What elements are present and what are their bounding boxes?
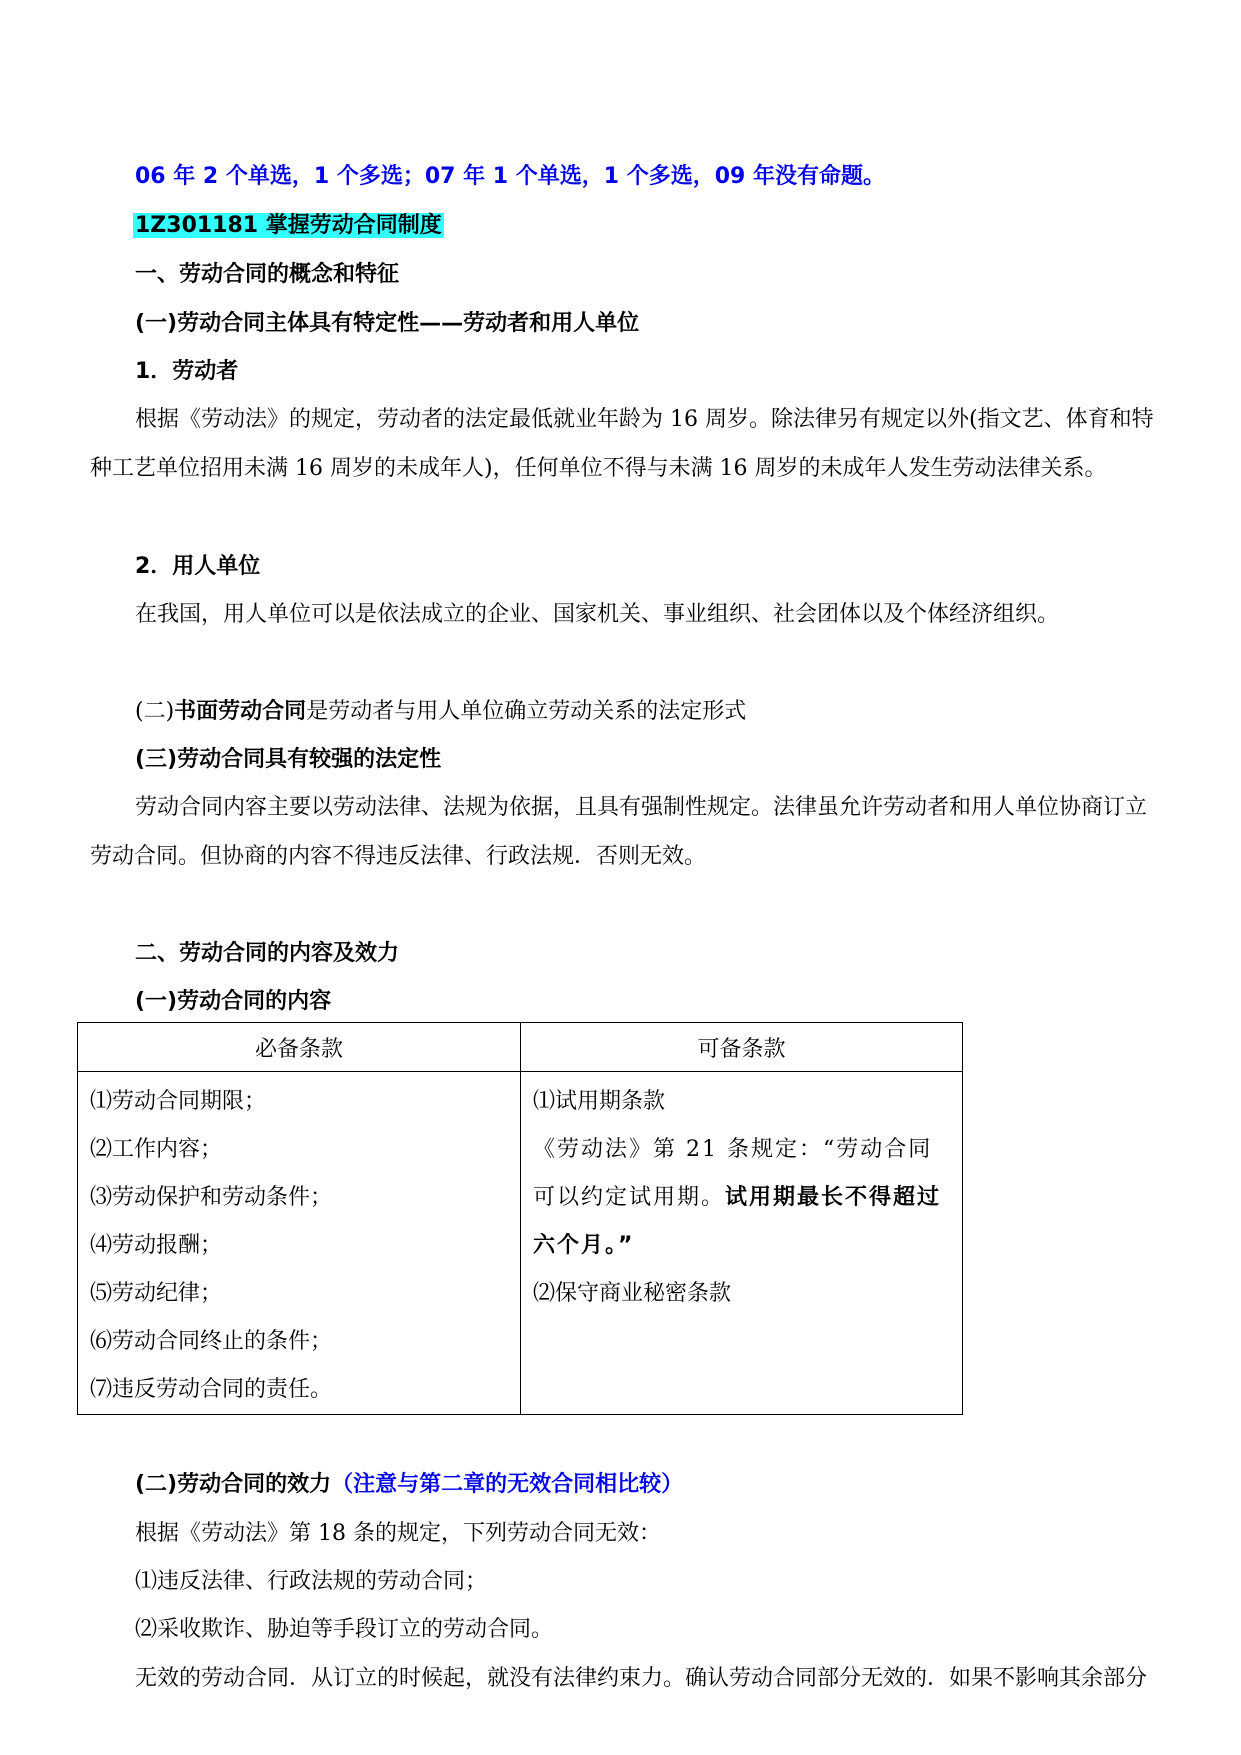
probation-quote <box>533 1126 950 1270</box>
optional-clause-2: ⑵保守商业秘密条款 <box>533 1281 732 1306</box>
required-clause-2: ⑵工作内容； <box>90 1137 223 1162</box>
table-header-optional: 可备条款 <box>521 1023 963 1072</box>
heading-2-2-title: (二)劳动合同的效力 <box>135 1472 332 1497</box>
paragraph-4: 根据《劳动法》第 18 条的规定，下列劳动合同无效： <box>135 1521 661 1546</box>
required-clause-1: ⑴劳动合同期限； <box>90 1089 267 1114</box>
paragraph-3-line-2: 劳动合同。但协商的内容不得违反法律、行政法规．否则无效。 <box>90 844 707 869</box>
heading-2-2 <box>135 1470 683 1500</box>
required-clause-6: ⑹劳动合同终止的条件； <box>90 1329 333 1354</box>
highlighted-section-code: 1Z301181 掌握劳动合同制度 <box>135 213 442 238</box>
heading-1-1-2: 2．用人单位 <box>135 554 261 579</box>
invalid-contract-item-1: ⑴违反法律、行政法规的劳动合同； <box>135 1569 488 1594</box>
contract-clauses-table <box>77 1022 963 1415</box>
paragraph-1-line-1: 根据《劳动法》的规定，劳动者的法定最低就业年龄为 16 周岁。除法律另有规定以外(指文艺、体育和特 <box>135 407 1154 432</box>
required-clause-4: ⑷劳动报酬； <box>90 1233 223 1258</box>
heading-2: 二、劳动合同的内容及效力 <box>135 941 400 966</box>
probation-quote-bold: 试用期最长不得超过六个月。” <box>533 1185 942 1258</box>
required-clause-7: ⑺违反劳动合同的责任。 <box>90 1377 333 1402</box>
heading-2-2-note: （注意与第二章的无效合同相比较） <box>331 1472 684 1497</box>
heading-1: 一、劳动合同的概念和特征 <box>135 262 400 287</box>
heading-1-2 <box>135 697 746 727</box>
heading-1-2-bold: 书面劳动合同 <box>174 699 307 724</box>
required-clauses-cell <box>78 1072 521 1415</box>
optional-clause-1: ⑴试用期条款 <box>533 1089 666 1114</box>
paragraph-1-line-2: 种工艺单位招用未满 16 周岁的未成年人)，任何单位不得与未满 16 周岁的未成年人发生劳动法律关系。 <box>90 456 1107 481</box>
section-code-heading <box>133 211 444 241</box>
heading-1-1-1: 1．劳动者 <box>135 359 239 384</box>
heading-2-1: (一)劳动合同的内容 <box>135 989 332 1014</box>
required-clause-3: ⑶劳动保护和劳动条件； <box>90 1185 333 1210</box>
heading-1-1: (一)劳动合同主体具有特定性——劳动者和用人单位 <box>135 311 640 336</box>
optional-clauses-cell <box>521 1072 963 1415</box>
probation-quote-plain: 《劳动法》第 21 条规定：“劳动合同可以约定试用期。 <box>533 1137 933 1210</box>
heading-1-2-prefix: (二) <box>135 699 175 724</box>
heading-1-2-rest: 是劳动者与用人单位确立劳动关系的法定形式 <box>306 699 747 724</box>
invalid-contract-item-2: ⑵采收欺诈、胁迫等手段订立的劳动合同。 <box>135 1617 554 1642</box>
heading-1-3: (三)劳动合同具有较强的法定性 <box>135 747 442 772</box>
paragraph-2: 在我国，用人单位可以是依法成立的企业、国家机关、事业组织、社会团体以及个体经济组织。 <box>135 602 1060 627</box>
paragraph-3-line-1: 劳动合同内容主要以劳动法律、法规为依据，且具有强制性规定。法律虽允许劳动者和用人单位协商订立 <box>135 795 1148 820</box>
table-header-required: 必备条款 <box>78 1023 521 1072</box>
exam-frequency-note: 06 年 2 个单选，1 个多选；07 年 1 个单选，1 个多选，09 年没有命题。 <box>135 164 886 189</box>
paragraph-5: 无效的劳动合同．从订立的时候起，就没有法律约束力。确认劳动合同部分无效的．如果不影响其余部分 <box>135 1666 1148 1691</box>
required-clause-5: ⑸劳动纪律； <box>90 1281 223 1306</box>
